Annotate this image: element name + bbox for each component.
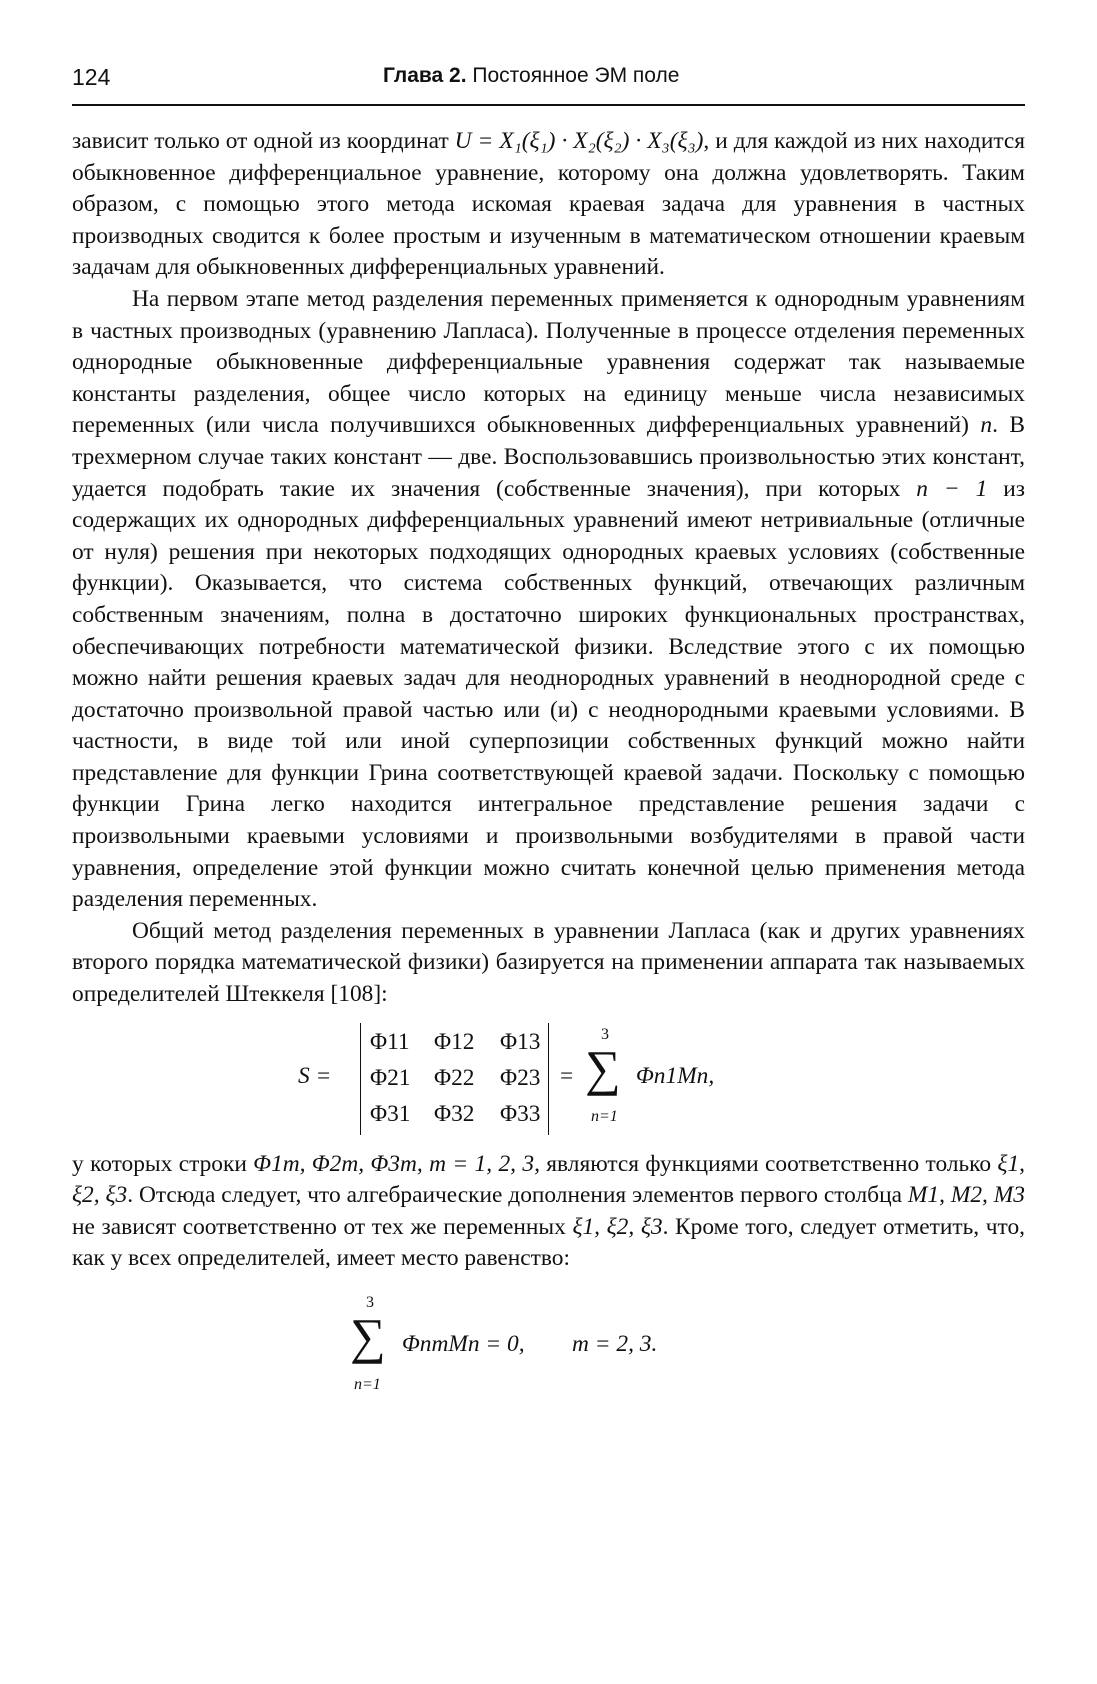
- var-n-minus-1: n − 1: [916, 475, 988, 502]
- matrix-cell: Φ11: [370, 1028, 410, 1055]
- sum-upper-limit: 3: [366, 1294, 374, 1311]
- paragraph-3: [72, 916, 1025, 1011]
- para4-text-c: . Отсюда следует, что алгебраические дополнения элементов первого столбца: [127, 1182, 908, 1209]
- para2-text-b: . В трехмерном случае таких констант — две. Воспользовавшись произвольностью этих констант, удается подобрать такие их значения (собственные значения), при которых: [72, 412, 1025, 502]
- eq2-summand: ΦnmMn = 0,: [402, 1331, 525, 1357]
- para2-text-a: На первом этапе метод разделения переменных применяется к однородным уравнениям в частных производных (уравнению Лапласа). Полученные в процессе отделения переменных однородные обыкновенные дифференциальные уравнения содержат так называемые константы разделения, общее число которых на единицу меньше числа независимых переменных (или числа получившихся обыкновенных дифференциальных уравнений): [72, 285, 1025, 439]
- para1-text-b: , и для каждой из них находится обыкновенное дифференциальное уравнение, которому она должна удовлетворять. Таким образом, с помощью этого метода искомая краевая задача для уравнения в частных производных сводится к более простым и изученным в математическом отношении краевым задачам для обыкновенных дифференциальных уравнений.: [72, 128, 1026, 281]
- eq1-lhs: S =: [298, 1062, 332, 1089]
- para4-text-d: не зависят соответственно от тех же переменных: [72, 1213, 573, 1240]
- matrix-cell: Φ21: [370, 1064, 411, 1091]
- matrix-cell: Φ32: [434, 1100, 475, 1127]
- para4-text-b: являются функциями соответственно только: [539, 1150, 998, 1177]
- sum-lower-limit: n=1: [591, 1107, 618, 1125]
- determinant-right-bar: [548, 1023, 549, 1135]
- equation-orthogonality: [72, 1283, 1025, 1401]
- rows-phi: Φ1m, Φ2m, Φ3m, m = 1, 2, 3,: [253, 1150, 540, 1177]
- vars-minors: M1, M2, M3: [907, 1182, 1025, 1209]
- determinant-left-bar: [360, 1023, 361, 1135]
- sum-lower-limit: n=1: [354, 1376, 381, 1393]
- para4-text-e: . Кроме того, следует отметить, что, как у всех определителей, имеет место равенство:: [72, 1213, 1025, 1272]
- eq1-summand: Φn1Mn,: [636, 1062, 715, 1089]
- eq1-equals: =: [560, 1062, 574, 1089]
- para1-text-a: зависит только от одной из координат: [72, 128, 455, 154]
- vars-xi-2: ξ1, ξ2, ξ3: [572, 1213, 663, 1240]
- paragraph-4: [72, 1149, 1025, 1275]
- matrix-cell: Φ12: [434, 1028, 475, 1055]
- formula-separation: U = X₁(ξ₁) · X₂(ξ₂) · X₃(ξ₃): [454, 128, 704, 154]
- var-n: n: [980, 412, 993, 439]
- paragraph-1: [72, 126, 1025, 284]
- para4-text-a: у которых строки: [72, 1150, 254, 1177]
- sum-upper-limit: 3: [601, 1025, 609, 1043]
- equation-stackel-determinant: [72, 1017, 1025, 1145]
- matrix-cell: Φ13: [500, 1028, 541, 1055]
- matrix-cell: Φ22: [434, 1064, 475, 1091]
- chapter-title: Постоянное ЭМ поле: [472, 64, 680, 87]
- matrix-cell: Φ31: [370, 1100, 411, 1127]
- running-header: [72, 62, 1025, 106]
- summation-sign: ∑: [585, 1039, 621, 1096]
- chapter-label: Глава 2.: [383, 64, 467, 87]
- matrix-cell: Φ23: [500, 1064, 541, 1091]
- paragraph-2: [72, 284, 1025, 916]
- summation-sign: ∑: [350, 1308, 386, 1364]
- para2-text-c: из содержащих их однородных дифференциальных уравнений имеют нетривиальные (отличные от нуля) решения при некоторых подходящих однородных краевых условиях (собственные функции). Оказывается, что система собственных функций, отвечающих различным собственным значениям, полна в достаточно широких функциональных пространствах, обеспечивающих потребности математической физики. Вследствие этого с их помощью можно найти решения краевых задач для неоднородных уравнений в неоднородной среде с достаточно произвольной правой частью или (и) с неоднородными краевыми условиями. В частности, в виде той или иной суперпозиции собственных функций можно найти представление для функции Грина соответствующей краевой задачи. Поскольку с помощью функции Грина легко находится интегральное представление решения задачи с произвольными краевыми условиями и произвольными возбудителями в правой части уравнения, определение этой функции можно считать конечной целью применения метода разделения переменных.: [72, 475, 1025, 913]
- chapter-heading: [383, 64, 679, 88]
- page-number: 124: [72, 64, 111, 90]
- para3-text: Общий метод разделения переменных в уравнении Лапласа (как и других уравнениях второго порядка математической физики) базируется на применении аппарата так называемых определителей Штеккеля [108]:: [72, 917, 1025, 1008]
- vars-xi: ξ1, ξ2, ξ3: [72, 1150, 1025, 1209]
- matrix-cell: Φ33: [500, 1100, 541, 1127]
- eq2-condition: m = 2, 3.: [572, 1331, 658, 1357]
- body-text: [72, 126, 1025, 1401]
